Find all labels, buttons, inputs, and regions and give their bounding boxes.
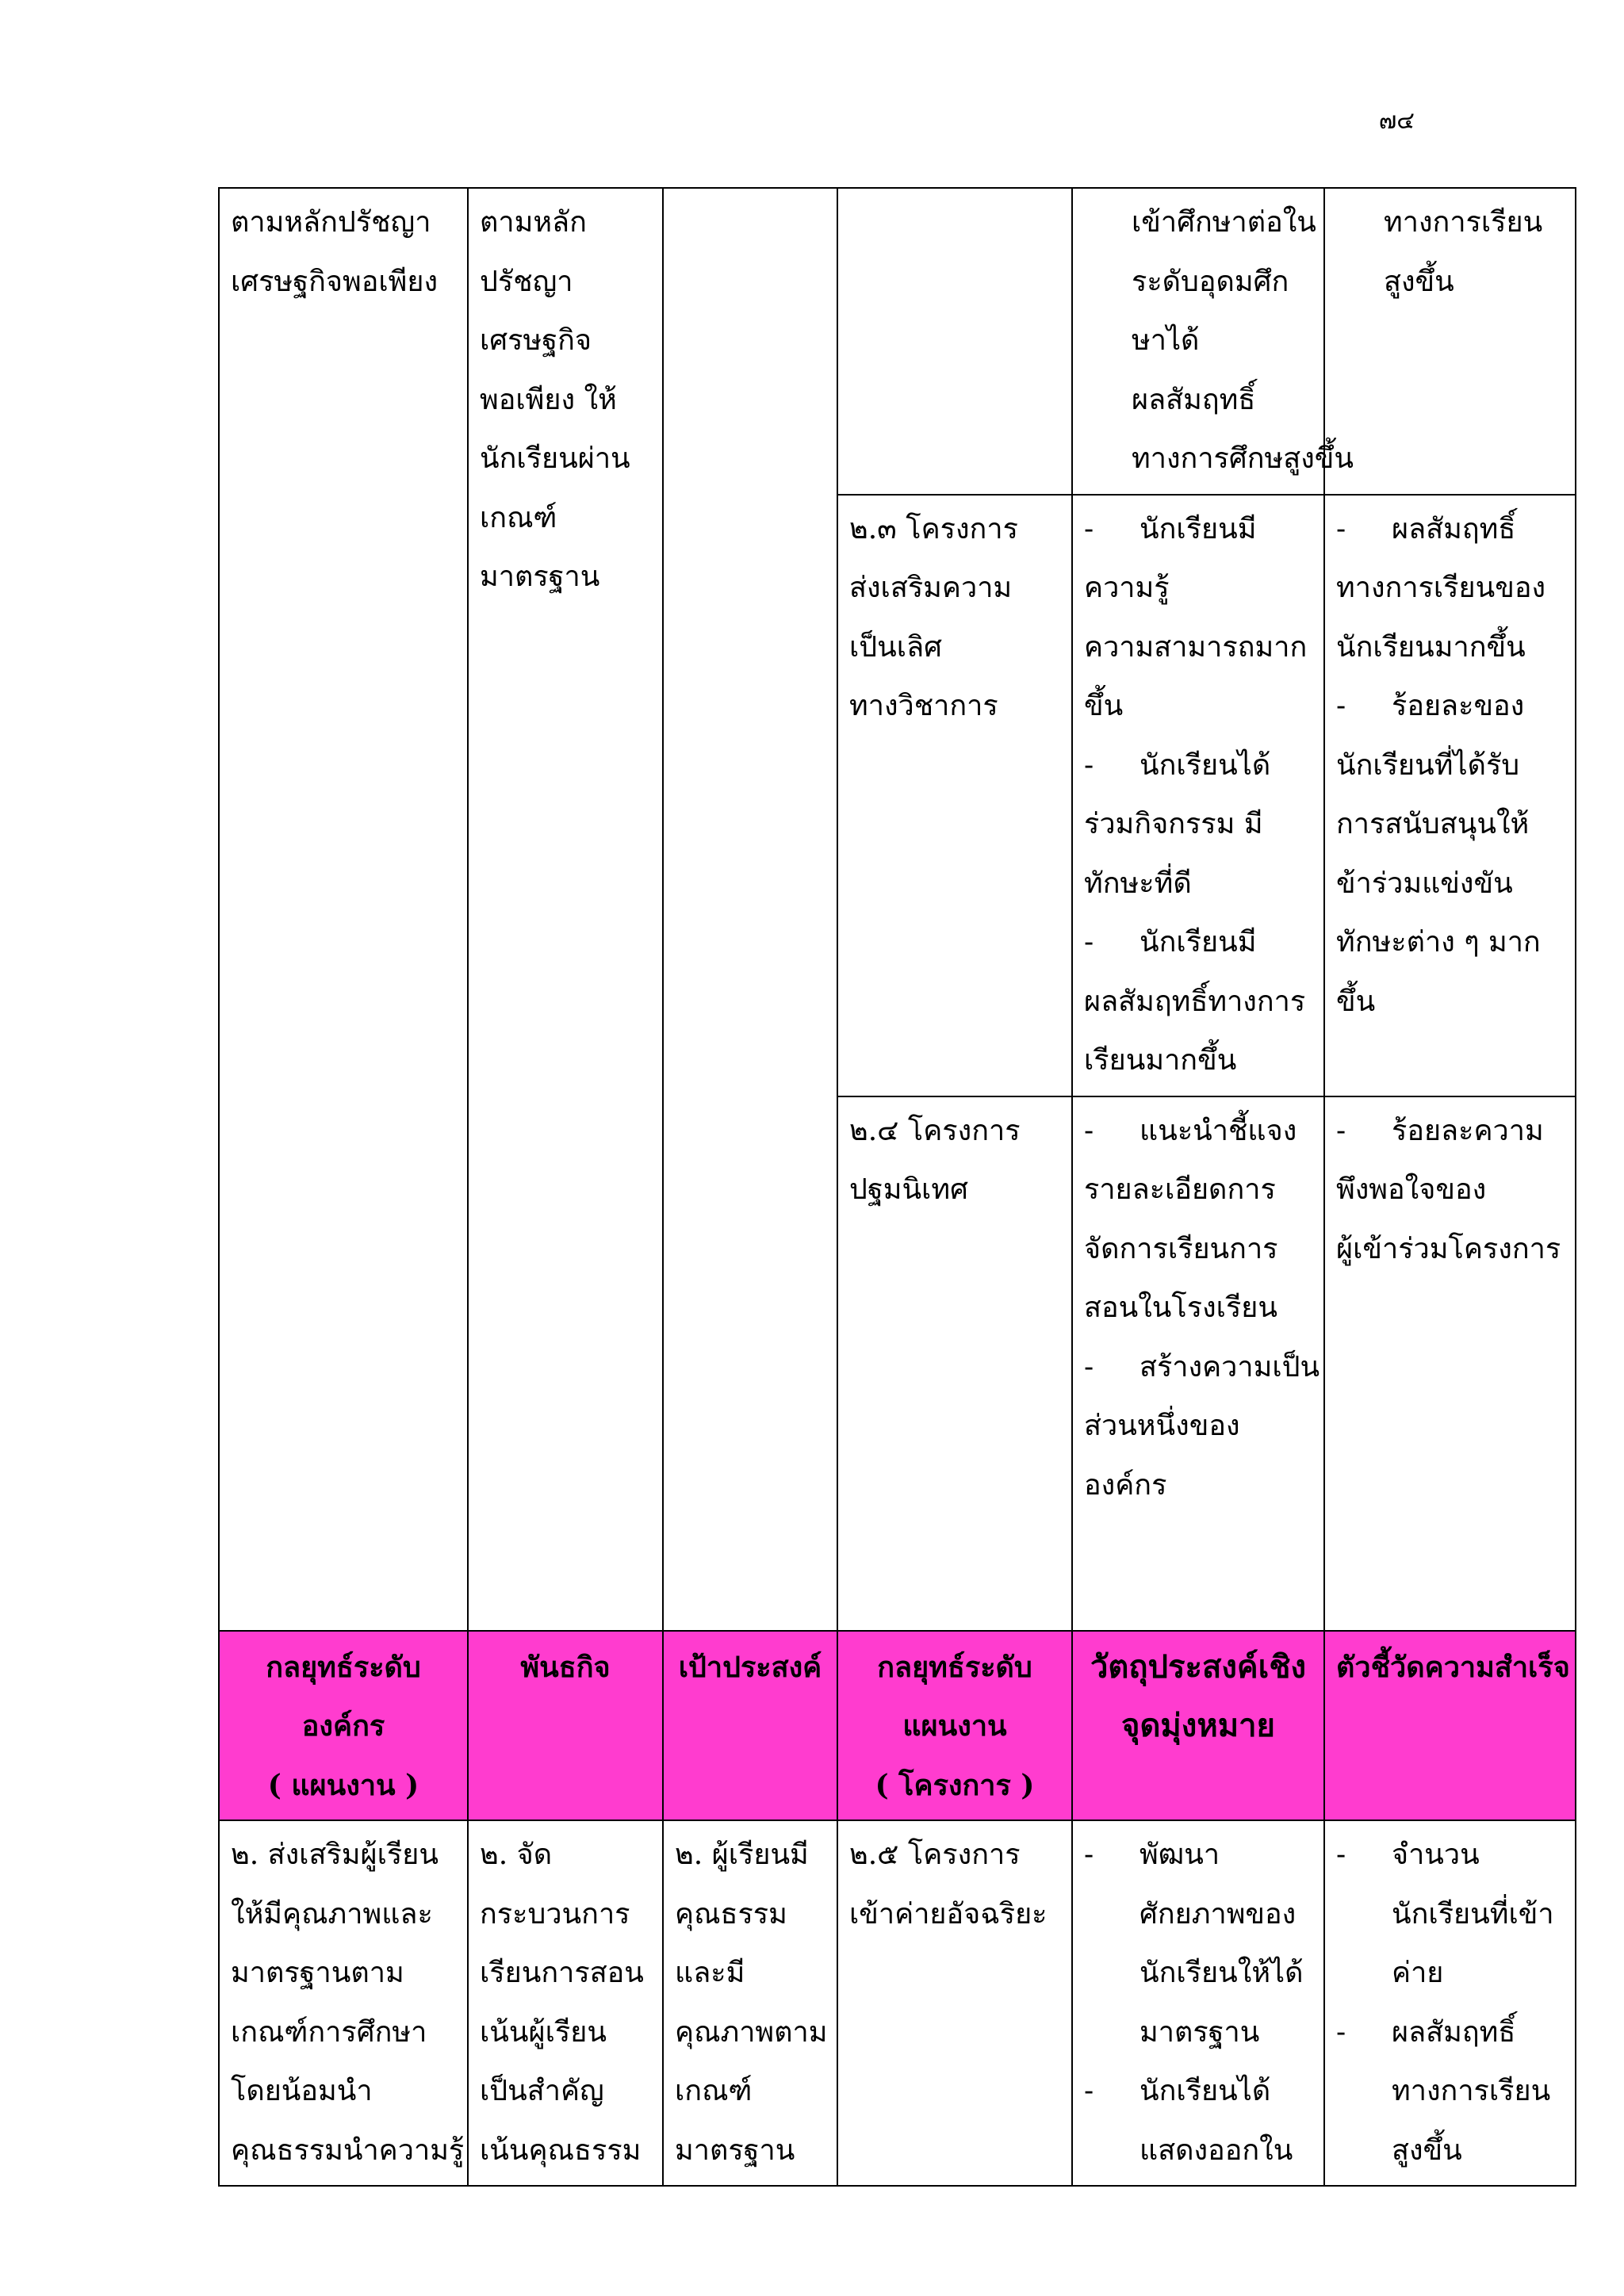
header-goal (663, 1631, 837, 1821)
cell-text-line: ส่งเสริมความ (849, 572, 1013, 604)
cell-text-line: คุณธรรมนำความรู้ (231, 2133, 465, 2167)
cell-text-line: เกณฑ์การศึกษา (231, 2015, 427, 2049)
bullet-continuation: นักเรียนที่เข้า (1392, 1897, 1554, 1931)
bullet-continuation: การสนับสนุนให้ (1336, 808, 1530, 840)
dash-bullet: - (1336, 690, 1346, 722)
dash-bullet: - (1084, 1114, 1094, 1147)
cell-text-line: ปฐมนิเทศ (849, 1173, 968, 1206)
bullet-text: ร้อยละของ (1392, 690, 1525, 722)
bullet-text: แนะนำชี้แจง (1139, 1114, 1297, 1147)
cell-text-line: เป็นสำคัญ (480, 2075, 604, 2107)
header-objective (1072, 1631, 1324, 1821)
strategy-plan-table (218, 187, 1576, 2187)
mission-cell (468, 188, 663, 1631)
cell-text-line: ๒.๕ โครงการ (849, 1839, 1021, 1871)
bullet-text: สร้างความเป็น (1139, 1350, 1320, 1383)
cell-text-line: นักเรียนผ่าน (480, 442, 630, 475)
mission-cell (468, 1820, 663, 2186)
cell-text-line: เศรษฐกิจ (480, 324, 592, 357)
bullet-item (1084, 2062, 1312, 2122)
bullet-continuation: ความสามารถมาก (1084, 630, 1308, 664)
bullet-continuation: มาตรฐาน (1139, 2015, 1260, 2049)
cell-text-line: เน้นคุณธรรม (480, 2133, 642, 2167)
dash-bullet: - (1336, 1114, 1346, 1147)
bullet-continuation: องค์กร (1084, 1468, 1167, 1502)
cell-text-line: แผนงาน (902, 1709, 1007, 1743)
goal-cell (663, 188, 837, 1631)
bullet-continuation: ขึ้น (1084, 690, 1124, 722)
cell-text-line: ๒.๓ โครงการ (849, 512, 1018, 545)
cell-text-line: เศรษฐกิจพอเพียง (231, 265, 439, 298)
cell-text-line: ผลสัมฤทธิ์ (1132, 383, 1256, 416)
table-row (219, 188, 1576, 495)
bullet-continuation: นักเรียนมากขึ้น (1336, 630, 1526, 664)
table-row (219, 1820, 1576, 2186)
bullet-continuation: ทักษะต่าง ๆ มาก (1336, 926, 1541, 959)
dash-bullet: - (1084, 512, 1094, 545)
bullet-text: นักเรียนมี (1139, 512, 1257, 545)
dash-bullet: - (1084, 926, 1094, 959)
bullet-text: ผลสัมฤทธิ์ (1392, 2015, 1516, 2049)
bullet-continuation: ทางการเรียน (1392, 2075, 1551, 2107)
cell-text-line: ( โครงการ ) (875, 1768, 1035, 1802)
cell-text-line: วัตถุประสงค์เชิง (1090, 1647, 1307, 1686)
cell-text-line: ษาได้ (1132, 324, 1200, 357)
cell-text-line: เป้าประสงค์ (678, 1650, 822, 1684)
objective-cell (1072, 188, 1354, 495)
cell-text-line: ๒.๔ โครงการ (849, 1114, 1021, 1147)
cell-text-line: กลยุทธ์ระดับ (266, 1650, 421, 1684)
bullet-text: นักเรียนได้ (1139, 748, 1271, 782)
bullet-continuation: แสดงออกใน (1139, 2133, 1293, 2167)
bullet-continuation: ร่วมกิจกรรม มี (1084, 808, 1263, 840)
cell-text-line: เข้าศึกษาต่อใน (1132, 206, 1316, 239)
indicator-cell (1324, 1820, 1576, 2186)
project-cell (837, 1096, 1072, 1631)
bullet-item (1084, 1338, 1320, 1398)
cell-text-line: เข้าค่ายอัจฉริยะ (849, 1897, 1048, 1931)
dash-bullet: - (1084, 1350, 1094, 1383)
cell-text-line: สูงขึ้น (1384, 265, 1454, 298)
cell-text-line: ทางการเรียน (1384, 206, 1543, 239)
cell-text-line: ๒. จัด (480, 1839, 553, 1871)
bullet-continuation: นักเรียนให้ได้ (1139, 1957, 1304, 1989)
page-number: ๗๔ (1378, 107, 1415, 135)
bullet-item (1336, 1826, 1564, 1885)
cell-text-line: เน้นผู้เรียน (480, 2015, 607, 2049)
table-header-row (219, 1631, 1576, 1821)
cell-text-line: ตามหลัก (480, 206, 587, 239)
cell-text-line: ระดับอุดมศึก (1132, 265, 1289, 298)
indicator-cell (1324, 188, 1576, 495)
dash-bullet: - (1084, 2075, 1094, 2107)
dash-bullet: - (1084, 1839, 1094, 1871)
cell-text-line: ตามหลักปรัชญา (231, 206, 431, 239)
cell-text-line: องค์กร (301, 1709, 385, 1743)
bullet-item (1336, 677, 1564, 737)
cell-text-line: ปรัชญา (480, 265, 573, 298)
cell-text-line: คุณภาพตาม (675, 2015, 828, 2049)
dash-bullet: - (1336, 1839, 1346, 1871)
bullet-item (1336, 2003, 1564, 2063)
org-strategy-cell (219, 188, 468, 1631)
cell-text-line: เป็นเลิศ (849, 630, 942, 664)
bullet-text: ผลสัมฤทธิ์ (1392, 512, 1516, 545)
header-plan-strategy (837, 1631, 1072, 1821)
cell-text-line: พอเพียง ให้ (480, 383, 617, 416)
bullet-continuation: ทางการเรียนของ (1336, 572, 1546, 604)
bullet-continuation: ข้าร่วมแข่งขัน (1336, 867, 1513, 900)
bullet-continuation: ศักยภาพของ (1139, 1897, 1297, 1931)
cell-text-line: จุดมุ่งหมาย (1121, 1707, 1275, 1744)
dash-bullet: - (1336, 2015, 1346, 2049)
cell-text-line: ให้มีคุณภาพและ (231, 1897, 433, 1931)
cell-text-line: ๒. ผู้เรียนมี (675, 1839, 809, 1871)
bullet-item (1084, 913, 1312, 973)
bullet-text: นักเรียนมี (1139, 926, 1257, 959)
bullet-continuation: ขึ้น (1336, 985, 1376, 1018)
objective-cell (1072, 1820, 1324, 2186)
indicator-cell (1324, 495, 1576, 1096)
cell-text-line: มาตรฐานตาม (231, 1957, 404, 1989)
dash-bullet: - (1084, 748, 1094, 782)
bullet-item (1336, 500, 1564, 560)
bullet-continuation: ส่วนหนึ่งของ (1084, 1410, 1240, 1442)
bullet-continuation: เรียนมากขึ้น (1084, 1044, 1237, 1077)
bullet-continuation: สอนในโรงเรียน (1084, 1292, 1277, 1324)
bullet-continuation: ความรู้ (1084, 572, 1170, 604)
project-cell (837, 1820, 1072, 2186)
bullet-continuation: นักเรียนที่ได้รับ (1336, 748, 1520, 782)
objective-cell (1072, 495, 1324, 1096)
cell-text-line: มาตรฐาน (675, 2133, 795, 2167)
dash-bullet: - (1336, 512, 1346, 545)
cell-text-line: เกณฑ์ (480, 501, 557, 534)
bullet-item (1084, 500, 1312, 560)
bullet-text: นักเรียนได้ (1139, 2075, 1271, 2107)
header-mission (468, 1631, 663, 1821)
indicator-cell (1324, 1096, 1576, 1631)
cell-text-line: และมี (675, 1957, 745, 1989)
objective-cell (1072, 1096, 1324, 1631)
bullet-continuation: สูงขึ้น (1392, 2133, 1462, 2167)
bullet-item (1084, 737, 1312, 796)
bullet-continuation: ทักษะที่ดี (1084, 867, 1192, 900)
bullet-continuation: ค่าย (1392, 1957, 1444, 1989)
bullet-continuation: รายละเอียดการ (1084, 1173, 1276, 1206)
bullet-text: จำนวน (1392, 1839, 1480, 1871)
bullet-item (1336, 1102, 1564, 1161)
cell-text-line: ๒. ส่งเสริมผู้เรียน (231, 1839, 439, 1871)
cell-text-line: ตัวชี้วัดความสำเร็จ (1336, 1650, 1570, 1684)
cell-text-line: ( แผนงาน ) (267, 1768, 419, 1802)
header-indicator (1324, 1631, 1576, 1821)
org-strategy-cell (219, 1820, 468, 2186)
cell-text-line: พันธกิจ (520, 1650, 611, 1684)
bullet-continuation: จัดการเรียนการ (1084, 1232, 1278, 1265)
project-cell (837, 188, 1072, 495)
cell-text-line: โดยน้อมนำ (231, 2075, 373, 2107)
bullet-continuation: ผู้เข้าร่วมโครงการ (1336, 1232, 1561, 1265)
cell-text-line: ทางวิชาการ (849, 690, 998, 722)
cell-text-line: เรียนการสอน (480, 1957, 644, 1989)
bullet-text: ร้อยละความ (1392, 1114, 1544, 1147)
bullet-text: พัฒนา (1139, 1839, 1220, 1871)
cell-text-line: กลยุทธ์ระดับ (877, 1650, 1032, 1684)
bullet-continuation: พึงพอใจของ (1336, 1173, 1487, 1206)
goal-cell (663, 1820, 837, 2186)
cell-text-line: เกณฑ์ (675, 2075, 753, 2107)
project-cell (837, 495, 1072, 1096)
header-org-strategy (219, 1631, 468, 1821)
cell-text-line: กระบวนการ (480, 1897, 630, 1931)
bullet-item (1084, 1102, 1312, 1161)
bullet-continuation: ผลสัมฤทธิ์ทางการ (1084, 985, 1306, 1018)
cell-text-line: มาตรฐาน (480, 561, 600, 593)
cell-text-line: คุณธรรม (675, 1897, 787, 1931)
bullet-item (1084, 1826, 1312, 1885)
cell-text-line: ทางการศึกษสูงขึ้น (1132, 442, 1354, 475)
